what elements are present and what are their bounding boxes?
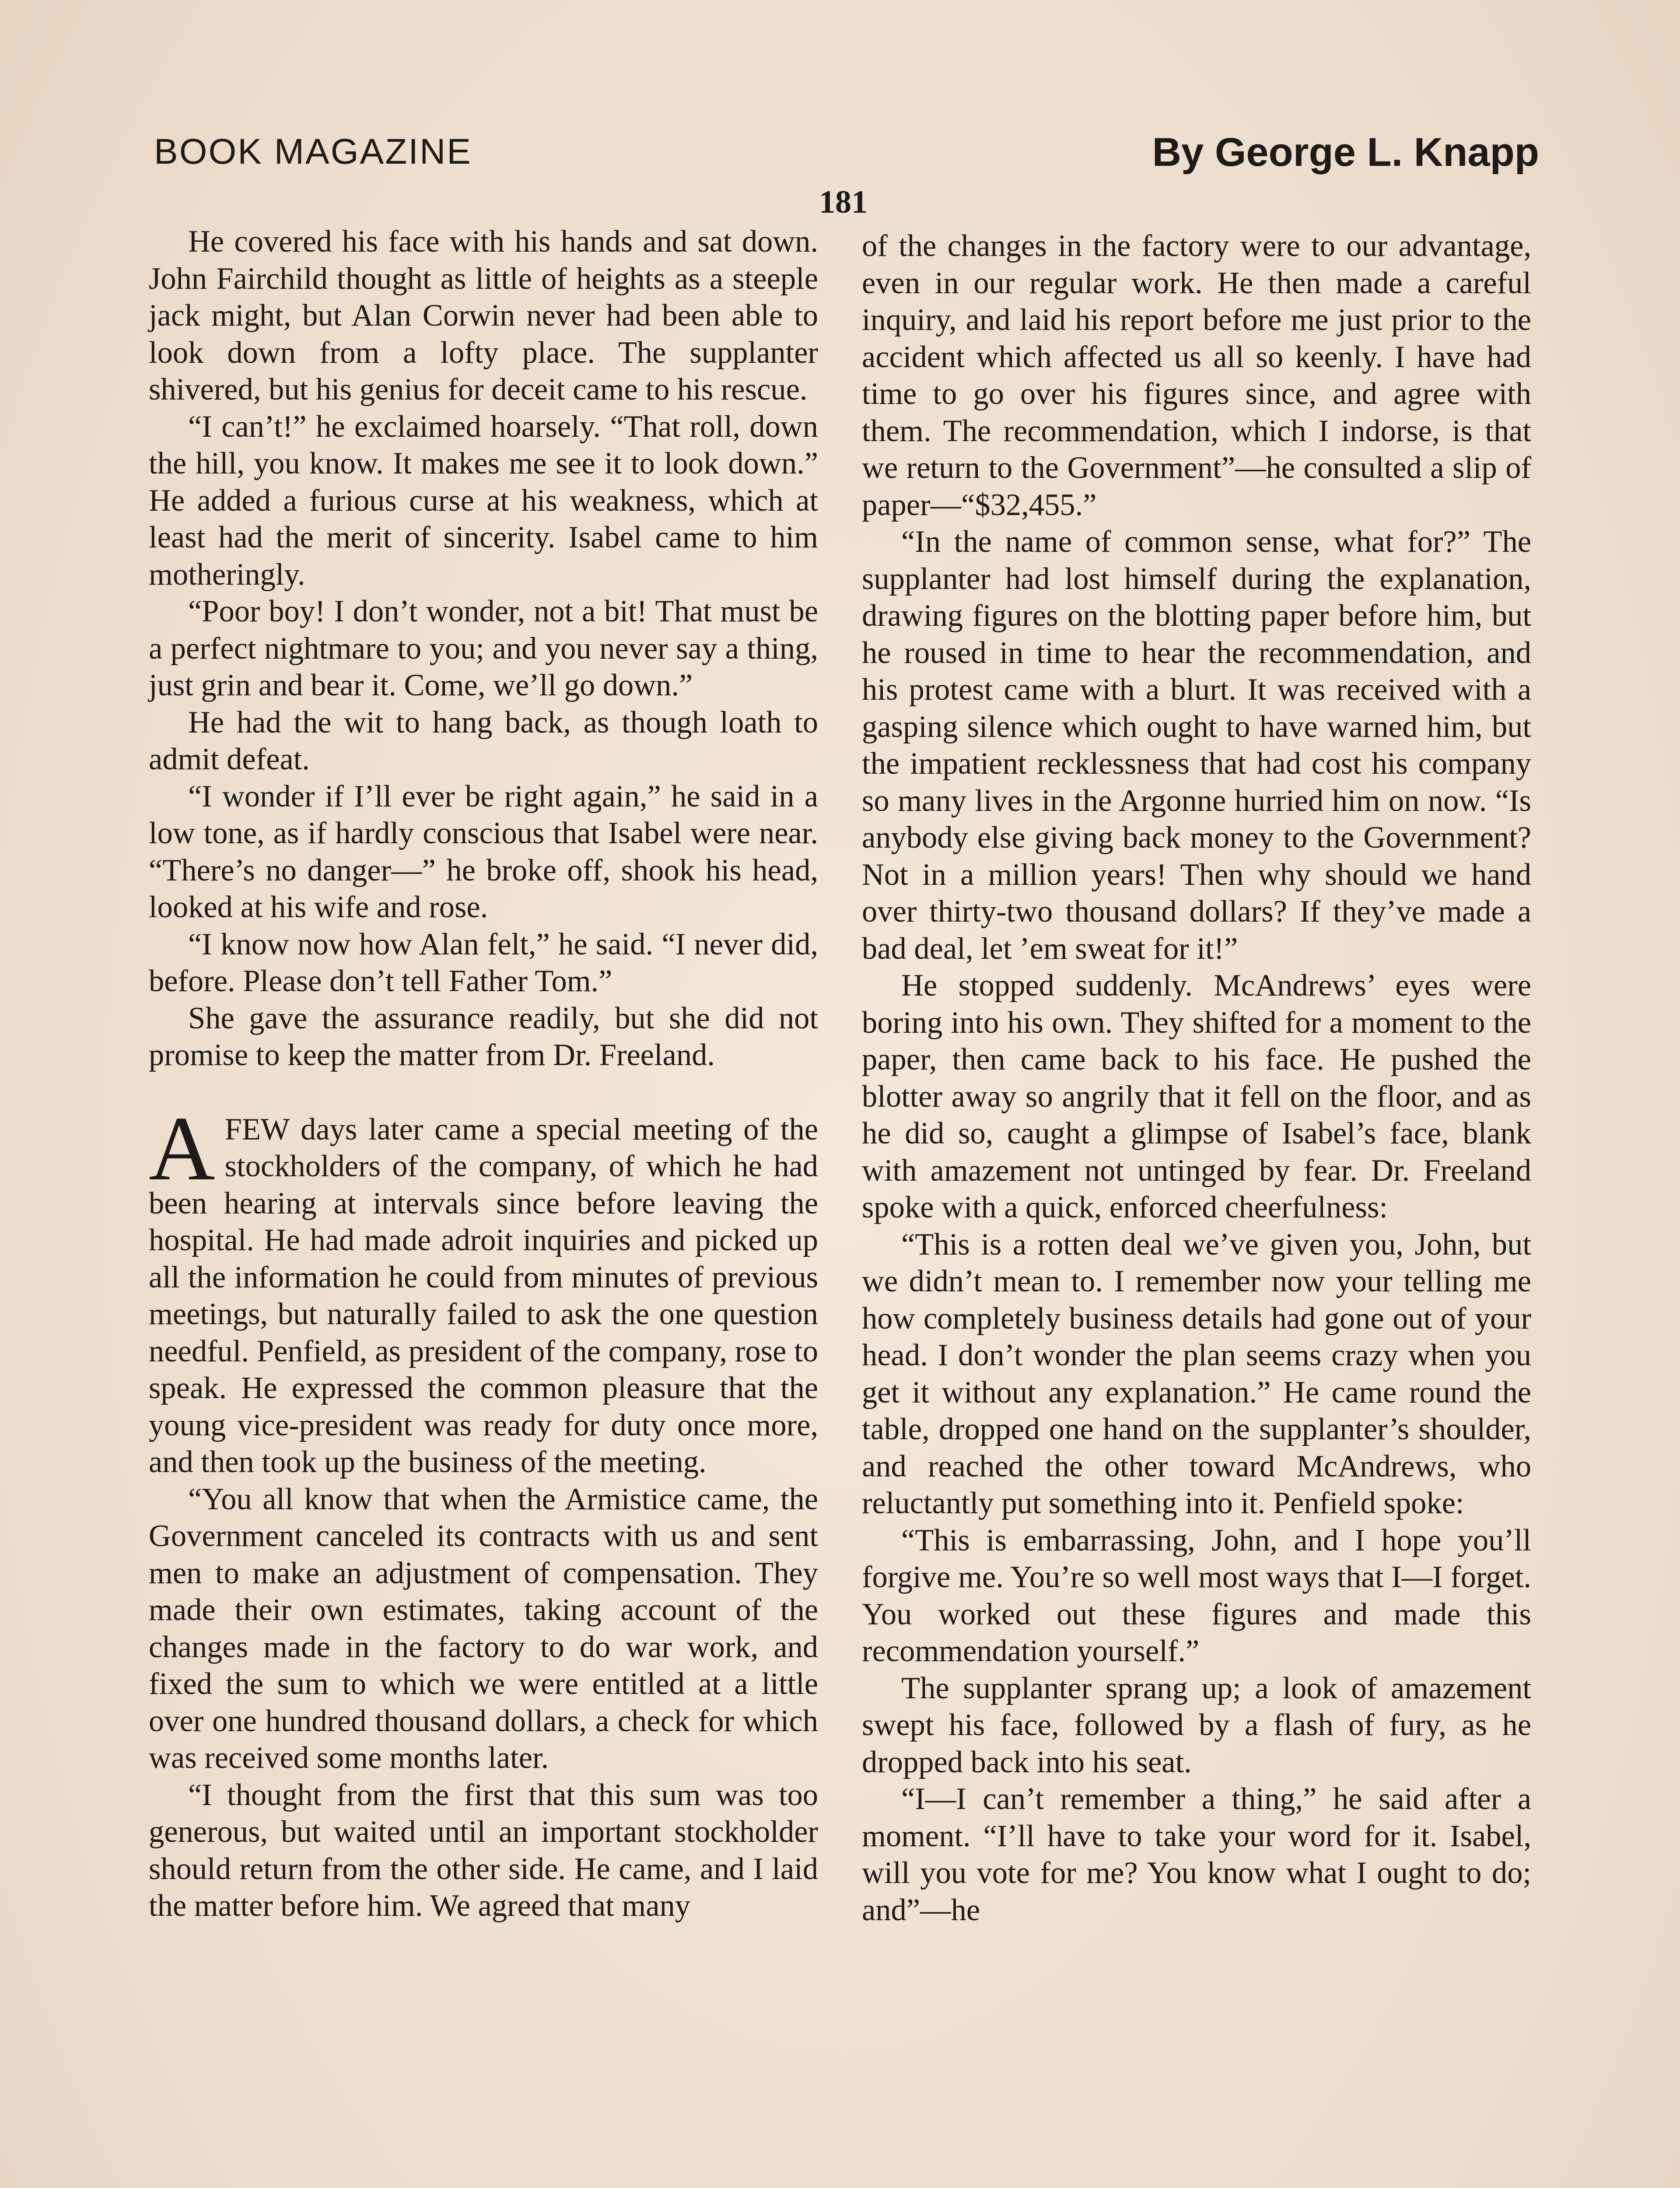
paragraph: “In the name of common sense, what for?” The supplanter had lost himself during the explanation, drawing figures on the blotting paper before him, but he roused in time to hear the recommendation, and his protest came with a blurt. It was received with a gasping silence which ought to have warned him, but the impatient recklessness that had cost his company so many lives in the Argonne hurried him on now. “Is anybody else giving back money to the Government? Not in a million years! Then why should we hand over thirty-two thousand dollars? If they’ve made a bad deal, let ’em sweat for it!” xyxy=(862,525,1531,966)
paragraph: “I can’t!” he exclaimed hoarsely. “That roll, down the hill, you know. It makes me see it to look down.” He added a furious curse at his weakness, which at least had the merit of sincerity. Isabel came to him motheringly. xyxy=(149,409,818,592)
paragraph: “I wonder if I’ll ever be right again,” he said in a low tone, as if hardly conscious that Isabel were near. “There’s no danger—” he broke off, shook his head, looked at his wife and rose. xyxy=(149,779,818,924)
drop-cap: A xyxy=(149,1098,215,1199)
paragraph: “I know now how Alan felt,” he said. “I never did, before. Please don’t tell Father Tom.” xyxy=(149,927,818,998)
paragraph: He had the wit to hang back, as though loath to admit defeat. xyxy=(149,705,818,776)
paragraph: “I thought from the first that this sum was too generous, but waited until an important stockholder should return from the other side. He came, and I laid the matter before him. We agreed that many xyxy=(149,1778,818,1923)
paragraph: “This is a rotten deal we’ve given you, John, but we didn’t mean to. I remember now your telling me how completely business details had gone out of your head. I don’t wonder the plan seems crazy when you get it without any explanation.” He came round the table, dropped one hand on the supplanter’s shoulder, and reached the other toward McAndrews, who reluctantly put something into it. Penfield spoke: xyxy=(862,1227,1531,1520)
text-column-left xyxy=(149,223,818,1925)
paragraph: “Poor boy! I don’t wonder, not a bit! That must be a perfect nightmare to you; and you never say a thing, just grin and bear it. Come, we’ll go down.” xyxy=(149,594,818,702)
paragraph: He covered his face with his hands and sat down. John Fairchild thought as little of heights as a steeple jack might, but Alan Corwin never had been able to look down from a lofty place. The supplanter shivered, but his genius for deceit came to his rescue. xyxy=(149,224,818,407)
paragraph: The supplanter sprang up; a look of amazement swept his face, followed by a flash of fury, as he dropped back into his seat. xyxy=(862,1671,1531,1779)
paragraph: “You all know that when the Armistice came, the Government canceled its contracts with us and sent men to make an adjustment of compensation. They made their own estimates, taking account of the changes made in the factory to do war work, and fixed the sum to which we were entitled at a little over one hundred thousand dollars, a check for which was received some months later. xyxy=(149,1482,818,1775)
paragraph: “I—I can’t remember a thing,” he said after a moment. “I’ll have to take your word for it. Isabel, will you vote for me? You know what I ought to do; and”—he xyxy=(862,1782,1531,1927)
running-head-left: BOOK MAGAZINE xyxy=(154,132,472,172)
section-text: FEW days later came a special meeting of the stockholders of the company, of which he had been hearing at intervals since before leaving the hospital. He had made adroit inquiries and picked up all the information he could from minutes of previous meetings, but naturally failed to ask the one question needful. Penfield, as president of the company, rose to speak. He expressed the common pleasure that the young vice-president was ready for duty once more, and then took up the business of the meeting. xyxy=(149,1112,818,1479)
paragraph-continued: of the changes in the factory were to our advantage, even in our regular work. He then made a careful inquiry, and laid his report before me just prior to the accident which affected us all so keenly. I have had time to go over his figures since, and agree with them. The recommendation, which I indorse, is that we return to the Government”—he consulted a slip of paper—“$32,455.” xyxy=(862,229,1531,522)
running-head-right: By George L. Knapp xyxy=(1152,130,1539,175)
paragraph: She gave the assurance readily, but she did not promise to keep the matter from Dr. Freeland. xyxy=(149,1001,818,1072)
paragraph: He stopped suddenly. McAndrews’ eyes were boring into his own. They shifted for a moment to the paper, then came back to his face. He pushed the blotter away so angrily that it fell on the floor, and as he did so, caught a glimpse of Isabel’s face, blank with amazement not untinged by fear. Dr. Freeland spoke with a quick, enforced cheerfulness: xyxy=(862,968,1531,1224)
page-number: 181 xyxy=(819,184,868,220)
text-column-right xyxy=(862,228,1531,1929)
section-opening-paragraph xyxy=(149,1098,818,1481)
paragraph: “This is embarrassing, John, and I hope you’ll forgive me. You’re so well most ways that I—I forget. You worked out these figures and made this recommendation yourself.” xyxy=(862,1523,1531,1668)
